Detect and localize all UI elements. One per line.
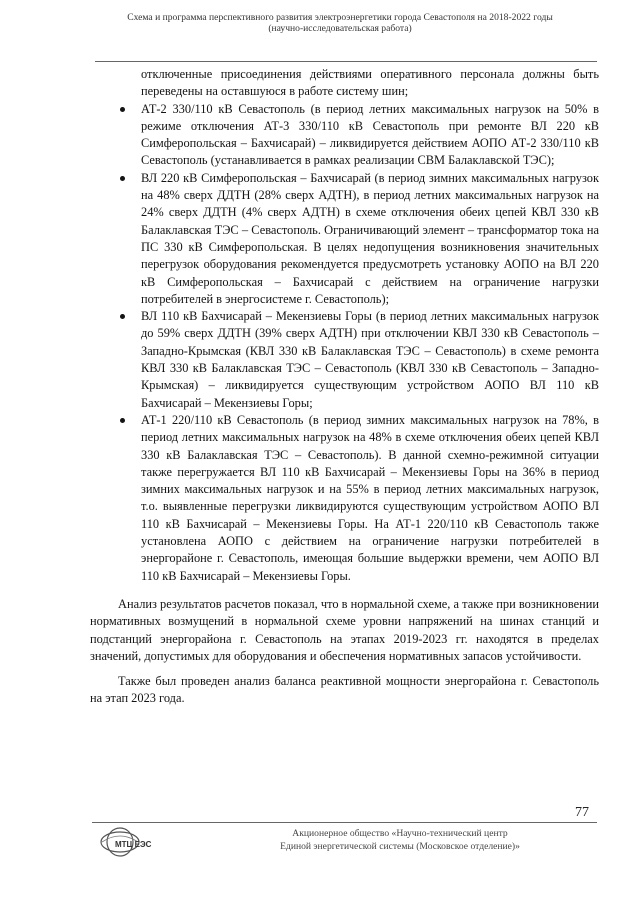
bullet-item xyxy=(118,101,599,170)
document-body xyxy=(90,66,599,708)
bullet-text: ВЛ 110 кВ Бахчисарай – Мекензиевы Горы (в период летних максимальных нагрузок до 59% сверх ДДТН (39% сверх АДТН) при отключении КВЛ 330 кВ Севастополь – Западно-Крымская (КВЛ 330 кВ Балаклавская ТЭС – Севастополь) в схеме ремонта КВЛ 330 кВ Балаклавская ТЭС – Севастополь (КВЛ 330 кВ Севастополь – Западно-Крымская) – ликвидируется существующим устройством АОПО ВЛ 110 кВ Бахчисарай – Мекензиевы Горы; xyxy=(141,309,599,410)
analysis-paragraph: Анализ результатов расчетов показал, что в нормальной схеме, а также при возникновении нормативных возмущений в нормальной схеме уровни напряжений на шинах станций и подстанций энергорайона г. Севастополь на этапах 2019-2023 гг. находятся в пределах значений, допустимых для оборудования и обеспечения нормативных запасов устойчивости. xyxy=(90,596,599,663)
bullet-item xyxy=(118,170,599,308)
bullet-icon xyxy=(120,176,125,181)
footer-line-2: Единой энергетической системы (Московское отделение)» xyxy=(280,841,520,852)
header-title: Схема и программа перспективного развития электроэнергетики города Севастополя на 2018-2022 годы xyxy=(127,12,553,23)
bullet-text: АТ-2 330/110 кВ Севастополь (в период летних максимальных нагрузок на 50% в режиме отключения АТ-3 330/110 кВ Севастополь при ремонте ВЛ 220 кВ Симферопольская – Бахчисарай) – ликвидируется действием АОПО АТ-2 330/110 кВ Севастополь (устанавливается в рамках реализации СВМ Балаклавской ТЭС); xyxy=(141,101,599,168)
header-subtitle: (научно-исследовательская работа) xyxy=(268,23,412,34)
bullet-icon xyxy=(120,314,125,319)
bullet-item xyxy=(118,308,599,412)
page-header xyxy=(90,12,590,34)
header-divider xyxy=(95,61,597,62)
company-logo-icon xyxy=(98,826,170,860)
footer-line-1: Акционерное общество «Научно-технический центр xyxy=(292,828,508,839)
bullet-item xyxy=(118,412,599,585)
continuation-text: отключенные присоединения действиями оперативного персонала должны быть переведены на оставшуюся в работе систему шин; xyxy=(141,67,599,99)
bullet-text: ВЛ 220 кВ Симферопольская – Бахчисарай (в период зимних максимальных нагрузок на 48% сверх ДДТН (28% сверх АДТН), в период летних максимальных нагрузок на 24% сверх ДДТН (4% сверх АДТН) в схеме отключения обеих цепей КВЛ 330 кВ Балаклавская ТЭС – Севастополь. Ограничивающий элемент – трансформатор тока на ПС 330 кВ Симферопольская. В целях недопущения возникновения значительных перегрузок оборудования рекомендуется предусмотреть установку АОПО на ВЛ 220 кВ Симферопольская – Бахчисарай с действием на ограничение нагрузки потребителей в энергосистеме г. Севастополь); xyxy=(141,170,599,306)
page-number: 77 xyxy=(575,805,589,820)
bullet-list xyxy=(118,101,599,585)
bullet-icon xyxy=(120,418,125,423)
footer-divider xyxy=(92,822,597,823)
logo-text: МТЦ ЕЭС xyxy=(115,840,152,849)
page-footer xyxy=(200,827,600,853)
bullet-icon xyxy=(120,107,125,112)
reactive-power-paragraph: Также был проведен анализ баланса реактивной мощности энергорайона г. Севастополь на этап 2023 года. xyxy=(90,674,599,706)
bullet-text: АТ-1 220/110 кВ Севастополь (в период зимних максимальных нагрузок на 78%, в период летних максимальных нагрузок на 48% в схеме отключения обеих цепей КВЛ 330 кВ Балаклавская ТЭС – Севастополь). В данной схемно-режимной ситуации также перегружается ВЛ 110 кВ Бахчисарай – Мекензиевы Горы на 36% в период зимних максимальных нагрузок и на 55% в период летних максимальных нагрузок, т.о. выявленные перегрузки ликвидируются существующим устройством АОПО ВЛ 110 кВ Бахчисарай – Мекензиевы Горы. На АТ-1 220/110 кВ Севастополь также установлена АОПО с действием на ограничение нагрузки потребителей в энергорайоне г. Севастополь, имеющая большие выдержки времени, чем АОПО ВЛ 110 кВ Бахчисарай – Мекензиевы Горы. xyxy=(141,412,599,583)
